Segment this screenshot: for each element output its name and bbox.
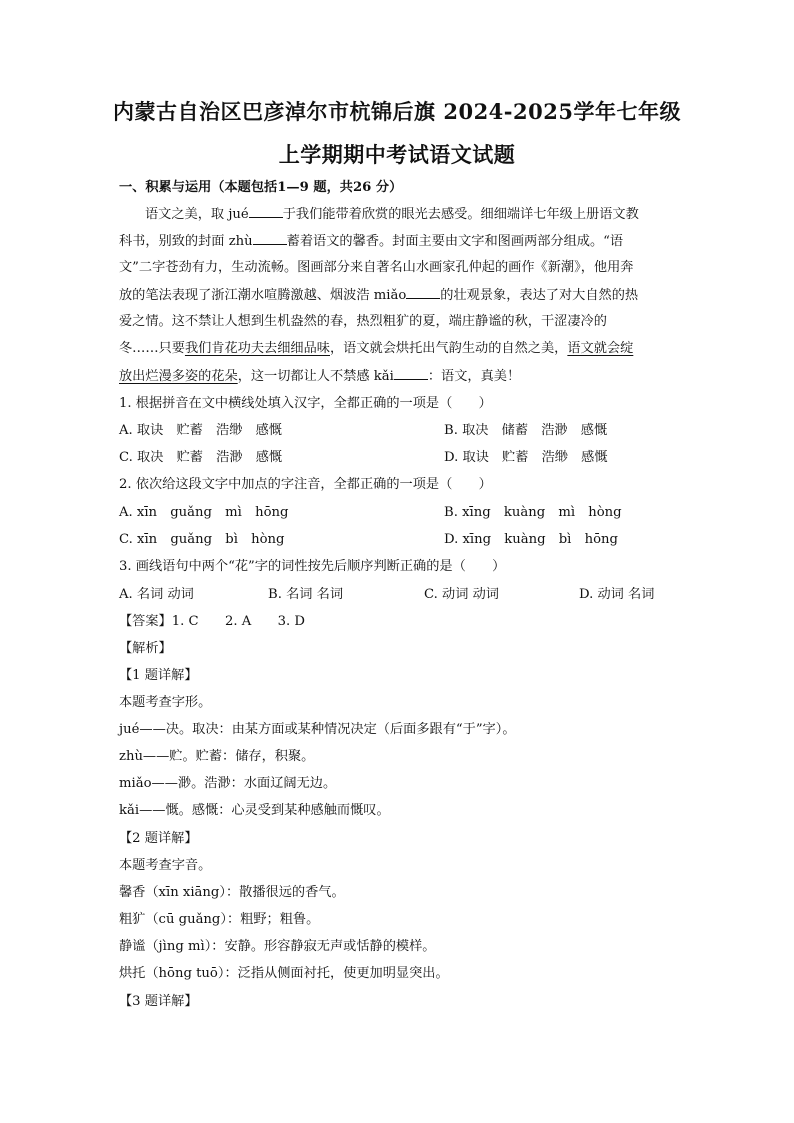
passage-line: 放的笔法表现了浙江潮水喧腾激越、烟波浩 miǎo 的壮观景象，表达了对大自然的热 xyxy=(119,288,639,303)
blank-line xyxy=(406,286,440,299)
q1-option-b: B. 取决 储蓄 浩渺 感慨 xyxy=(444,423,608,438)
question-2-stem: 2. 依次给这段文字中加点的字注音，全都正确的一项是（ ） xyxy=(119,477,492,492)
detail-text: 粗犷（cū guǎng）：粗野；粗鲁。 xyxy=(119,912,320,927)
passage-line: 文”二字苍劲有力，生动流畅。图画部分来自著名山水画家孔仲起的画作《新潮》，他用奔 xyxy=(119,260,634,275)
passage-line: 语文之美，取 jué 于我们能带着欣赏的眼光去感受。细细端详七年级上册语文教 xyxy=(145,207,639,222)
doc-title-line2: 上学期期中考试语文试题 xyxy=(278,142,516,167)
q1-option-a: A. 取诀 贮蓄 浩缈 感慨 xyxy=(119,423,282,438)
q3-option-a: A. 名词 动词 xyxy=(119,587,194,602)
q2-option-a: A. xīn guǎng mì hōng xyxy=(119,505,289,520)
q1-option-c: C. 取决 贮蓄 浩渺 感慨 xyxy=(119,450,283,465)
question-1-stem: 1. 根据拼音在文中横线处填入汉字，全都正确的一项是（ ） xyxy=(119,396,492,411)
q3-option-c: C. 动词 动词 xyxy=(424,587,499,602)
detail-text: 本题考查字形。 xyxy=(119,695,212,710)
blank-line xyxy=(249,205,283,218)
detail-text: 静谧（jìng mì）：安静。形容静寂无声或恬静的模样。 xyxy=(119,939,436,954)
detail-text: kǎi——慨。感慨：心灵受到某种感触而慨叹。 xyxy=(119,803,390,818)
q2-option-c: C. xīn guǎng bì hòng xyxy=(119,532,285,547)
detail-text: jué——决。取决：由某方面或某种情况决定（后面多跟有“于”字）。 xyxy=(119,722,516,737)
blank-line xyxy=(394,367,428,380)
detail-text: zhù——贮。贮蓄：储存，积聚。 xyxy=(119,749,315,764)
passage-line: 冬……只要我们肯花功夫去细细品味，语文就会烘托出气韵生动的自然之美，语文就会绽 xyxy=(119,341,634,356)
detail-text: 馨香（xīn xiāng）：散播很远的香气。 xyxy=(119,885,345,900)
underlined-sentence: 语文就会绽 xyxy=(567,341,634,356)
q2-option-d: D. xīng kuàng bì hōng xyxy=(444,532,618,547)
passage-line: 放出烂漫多姿的花朵，这一切都让人不禁感 kǎi ：语文，真美！ xyxy=(119,369,521,384)
passage-line: 科书，别致的封面 zhù 蓄着语文的馨香。封面主要由文字和图画两部分组成。“语 xyxy=(119,234,624,249)
detail-1-heading: 【1 题详解】 xyxy=(119,668,198,683)
blank-line xyxy=(253,232,287,245)
question-3-stem: 3. 画线语句中两个“花”字的词性按先后顺序判断正确的是（ ） xyxy=(119,559,506,574)
detail-3-heading: 【3 题详解】 xyxy=(119,994,198,1009)
underlined-sentence: 放出烂漫多姿的花朵 xyxy=(119,369,238,384)
detail-text: 本题考查字音。 xyxy=(119,858,212,873)
q2-option-b: B. xīng kuàng mì hòng xyxy=(444,505,622,520)
passage-line: 爱之情。这不禁让人想到生机盎然的春，热烈粗犷的夏，端庄静谧的秋，干涩凄冷的 xyxy=(119,314,607,329)
q3-option-b: B. 名词 名词 xyxy=(268,587,344,602)
q1-option-d: D. 取诀 贮蓄 浩缈 感慨 xyxy=(444,450,608,465)
answer-line: 【答案】1. C 2. A 3. D xyxy=(119,614,306,629)
detail-2-heading: 【2 题详解】 xyxy=(119,831,198,846)
section-heading: 一、积累与运用（本题包括1—9 题，共26 分） xyxy=(119,180,403,195)
detail-text: 烘托（hōng tuō）：泛指从侧面衬托，使更加明显突出。 xyxy=(119,966,449,981)
analysis-heading: 【解析】 xyxy=(119,641,172,656)
underlined-sentence: 我们肯花功夫去细细品味 xyxy=(184,341,330,356)
q3-option-d: D. 动词 名词 xyxy=(579,587,655,602)
doc-title-line1: 内蒙古自治区巴彦淖尔市杭锦后旗 2024-2025学年七年级 xyxy=(113,99,681,124)
detail-text: miǎo——渺。浩渺：水面辽阔无边。 xyxy=(119,776,337,791)
